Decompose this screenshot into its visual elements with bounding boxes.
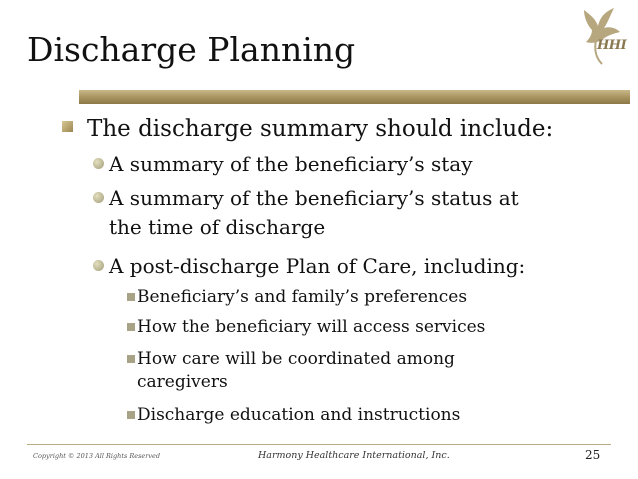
bullet-text: How care will be coordinated among bbox=[137, 349, 455, 369]
round-bullet-icon bbox=[93, 158, 104, 169]
slide-title: Discharge Planning bbox=[27, 30, 356, 69]
title-underline-bar bbox=[79, 90, 630, 104]
bullet-text: Discharge education and instructions bbox=[137, 405, 461, 425]
footer-divider bbox=[27, 444, 611, 445]
bullet-text: caregivers bbox=[137, 372, 228, 392]
bullet-text: A post-discharge Plan of Care, including: bbox=[109, 254, 526, 278]
footer-company: Harmony Healthcare International, Inc. bbox=[258, 450, 450, 461]
bullet-text: Beneficiary’s and family’s preferences bbox=[137, 287, 468, 307]
page-number: 25 bbox=[585, 448, 601, 462]
footer-copyright: Copyright © 2013 All Rights Reserved bbox=[33, 452, 161, 460]
square-bullet-icon bbox=[62, 121, 73, 132]
bullet-text: A summary of the beneficiary’s stay bbox=[109, 152, 473, 176]
round-bullet-icon bbox=[93, 192, 104, 203]
small-square-bullet-icon bbox=[127, 293, 135, 301]
bullet-text: How the beneficiary will access services bbox=[137, 317, 486, 337]
small-square-bullet-icon bbox=[127, 355, 135, 363]
small-square-bullet-icon bbox=[127, 323, 135, 331]
logo-text: HHI bbox=[597, 38, 627, 53]
bullet-text: the time of discharge bbox=[109, 215, 326, 239]
bullet-text: A summary of the beneficiary’s status at bbox=[109, 186, 519, 210]
round-bullet-icon bbox=[93, 260, 104, 271]
bullet-text: The discharge summary should include: bbox=[87, 116, 554, 142]
small-square-bullet-icon bbox=[127, 411, 135, 419]
